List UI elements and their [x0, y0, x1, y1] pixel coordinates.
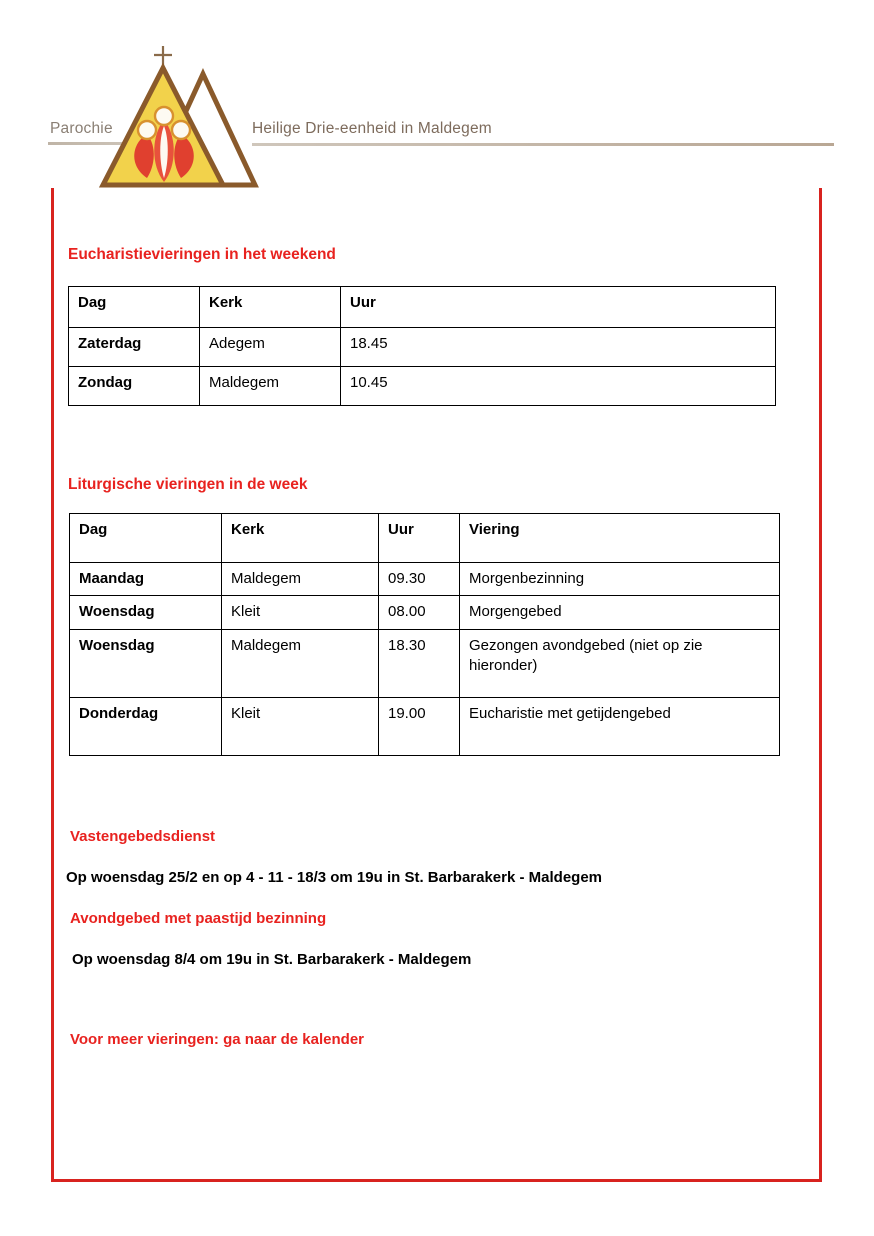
column-header-kerk: Kerk [200, 287, 341, 328]
notice-vasten-title: Vastengebedsdienst [70, 828, 216, 845]
cell-kerk: Maldegem [222, 563, 379, 596]
table-row [69, 367, 776, 406]
heading-weekday-services: Liturgische vieringen in de week [68, 476, 308, 493]
content-frame [51, 188, 822, 1182]
content-area [54, 188, 819, 1179]
cell-kerk: Kleit [222, 596, 379, 629]
cell-kerk: Maldegem [222, 629, 379, 697]
table-row [70, 563, 780, 596]
cell-dag: Zaterdag [69, 328, 200, 367]
notice-vasten-body: Op woensdag 25/2 en op 4 - 11 - 18/3 om 19u in St. Barbarakerk - Maldegem [66, 869, 603, 886]
cell-uur: 18.45 [341, 328, 776, 367]
cell-uur: 08.00 [379, 596, 460, 629]
table-header-row [70, 514, 780, 563]
table-row [69, 328, 776, 367]
column-header-uur: Uur [341, 287, 776, 328]
notice-avondgebed-body: Op woensdag 8/4 om 19u in St. Barbarakerk - Maldegem [72, 951, 472, 968]
cell-dag: Maandag [70, 563, 222, 596]
column-header-viering: Viering [460, 514, 780, 563]
brand-rule-right [252, 143, 834, 146]
cell-uur: 19.00 [379, 697, 460, 755]
cell-uur: 09.30 [379, 563, 460, 596]
table-row [70, 596, 780, 629]
table-row [70, 697, 780, 755]
table-weekend-services [68, 286, 776, 406]
brand-title: Heilige Drie-eenheid in Maldegem [252, 120, 492, 137]
cell-viering: Gezongen avondgebed (niet op zie hieronder) [460, 629, 780, 697]
head-center [155, 107, 173, 125]
cell-uur: 18.30 [379, 629, 460, 697]
page-header [0, 0, 874, 190]
column-header-dag: Dag [69, 287, 200, 328]
heading-weekend-services: Eucharistievieringen in het weekend [68, 246, 336, 263]
brand-word: Parochie [50, 120, 113, 137]
cell-kerk: Adegem [200, 328, 341, 367]
cell-dag: Zondag [69, 367, 200, 406]
table-weekday-services [69, 513, 780, 756]
cell-uur: 10.45 [341, 367, 776, 406]
cell-viering: Eucharistie met getijdengebed [460, 697, 780, 755]
notice-avondgebed-title: Avondgebed met paastijd bezinning [70, 910, 327, 927]
cell-kerk: Kleit [222, 697, 379, 755]
column-header-uur: Uur [379, 514, 460, 563]
head-right [172, 121, 190, 139]
link-more-services-calendar[interactable]: Voor meer vieringen: ga naar de kalender [70, 1031, 364, 1048]
head-left [138, 121, 156, 139]
column-header-dag: Dag [70, 514, 222, 563]
column-header-kerk: Kerk [222, 514, 379, 563]
cell-kerk: Maldegem [200, 367, 341, 406]
cell-dag: Woensdag [70, 596, 222, 629]
table-header-row [69, 287, 776, 328]
cell-viering: Morgenbezinning [460, 563, 780, 596]
parish-logo-icon [95, 42, 275, 190]
cell-dag: Donderdag [70, 697, 222, 755]
cell-viering: Morgengebed [460, 596, 780, 629]
cell-dag: Woensdag [70, 629, 222, 697]
table-row [70, 629, 780, 697]
